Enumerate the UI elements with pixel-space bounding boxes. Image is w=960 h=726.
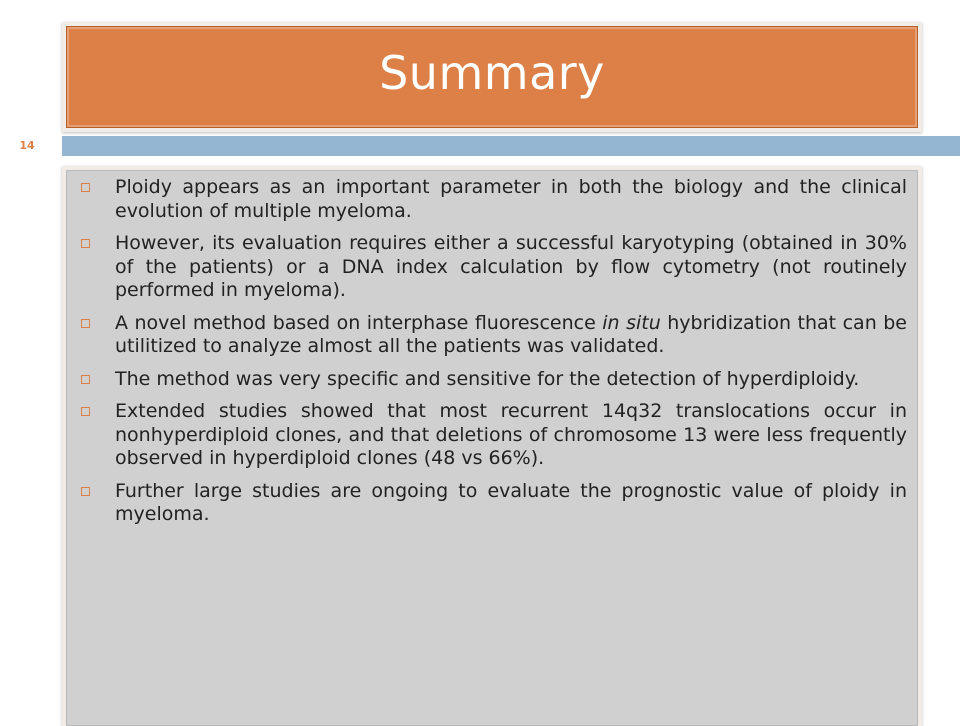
hollow-square-bullet-icon [81,375,90,384]
bullet-text: hybridization that can be utilitized to analyze almost all the patients was validated. [115,311,907,357]
bullet-text: Further large studies are ongoing to evaluate the prognostic value of ploidy in myeloma. [115,479,907,525]
hollow-square-bullet-icon [81,239,90,248]
hollow-square-bullet-icon [81,319,90,328]
hollow-square-bullet-icon [81,407,90,416]
bullet-item [79,176,907,223]
bullet-text: A novel method based on interphase fluorescence [115,311,603,334]
bullet-text: Extended studies showed that most recurrent 14q32 translocations occur in nonhyperdiploid clones, and that deletions of chromosome 13 were less frequently observed in hyperdiploid clones (48 vs 66%). [115,400,907,469]
bullet-item [79,368,907,392]
bullet-item [79,232,907,303]
bullet-text: However, its evaluation requires either a successful karyotyping (obtained in 30% of the patients) or a DNA index calculation by flow cytometry (not routinely performed in myeloma). [115,232,907,301]
accent-band [62,136,960,156]
bullet-text-italic: in situ [602,311,661,334]
slide-title: Summary [379,46,605,100]
content-box [66,170,918,726]
slide-number: 14 [0,136,54,156]
title-frame [62,22,922,132]
hollow-square-bullet-icon [81,487,90,496]
bullet-item [79,400,907,471]
hollow-square-bullet-icon [81,183,90,192]
bullet-text: The method was very specific and sensitive for the detection of hyperdiploidy. [115,367,860,390]
content-frame [62,166,922,726]
bullet-text: Ploidy appears as an important parameter in both the biology and the clinical evolution of multiple myeloma. [115,176,907,222]
title-box [66,26,918,128]
bullet-item [79,312,907,359]
bullet-item [79,480,907,527]
bullet-list [79,176,907,536]
